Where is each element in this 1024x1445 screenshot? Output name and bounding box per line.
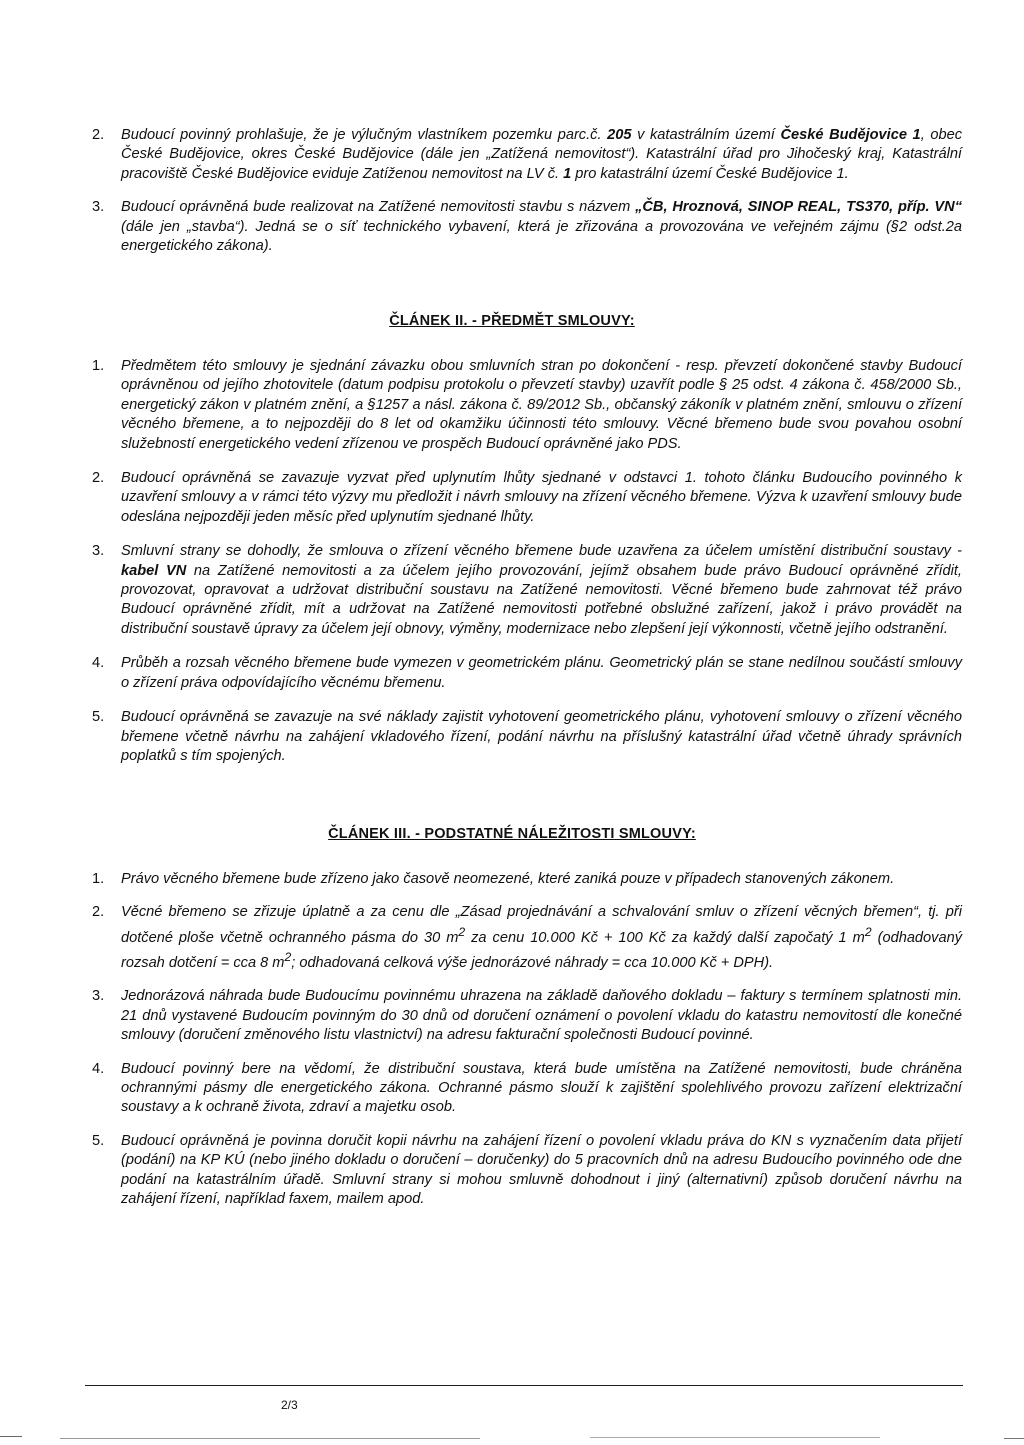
clause-3 — [92, 198, 962, 256]
footer-rule — [85, 1385, 963, 1386]
clause-number: 3. — [92, 988, 105, 1005]
clause-number: 2. — [92, 470, 105, 487]
clause-text: Budoucí oprávněná se zavazuje vyzvat před uplynutím lhůty sjednané v odstavci 1. tohoto článku Budoucího povinného k uzavření smlouvy a v rámci této výzvy mu předložit i návrh smlouvy na zřízení věcného břemene. Výzva k uzavření smlouvy bude odeslána nejpozději jeden měsíc před uplynutím sjednané lhůty. — [121, 470, 962, 525]
scan-artifact-line — [590, 1437, 880, 1438]
clause-text: Předmětem této smlouvy je sjednání závazku obou smluvních stran po dokončení - resp. převzetí dokončené stavby Budoucí oprávněnou od jejího zhotovitele (datum podpisu protokolu o převzetí stavby) uzavřít podle § 25 odst. 4 zákona č. 458/2000 Sb., energetický zákon v platném znění, a §1257 a násl. zákona č. 89/2012 Sb., občanský zákoník v platném znění, smlouvu o zřízení věcného břemene, a to nejpozději do 8 let od okamžiku účinnosti této smlouvy. Věcné břemeno bude svou povahou osobní služebností energetického vedení zřízenou ve prospěch Budoucí oprávněné jako PDS. — [121, 358, 962, 452]
scan-artifact-line — [0, 1436, 22, 1437]
article-2-clause-4 — [92, 654, 962, 693]
article-3-clauses — [92, 870, 962, 1209]
clause-number: 4. — [92, 655, 105, 672]
clause-text: Průběh a rozsah věcného břemene bude vymezen v geometrickém plánu. Geometrický plán se stane nedílnou součástí smlouvy o zřízení práva odpovídajícího věcnému břemenu. — [121, 655, 962, 691]
article-2-clause-1 — [92, 357, 962, 454]
article-2-clause-5 — [92, 708, 962, 766]
clause-text: Budoucí oprávněná bude realizovat na Zatížené nemovitosti stavbu s názvem „ČB, Hroznová, SINOP REAL, TS370, příp. VN“ (dále jen „stavba“). Jedná se o síť technického vybavení, která je zřizována a provozována ve veřejném zájmu (§2 odst.2a energetického zákona). — [121, 199, 962, 255]
clause-2 — [92, 126, 962, 184]
clause-text: Právo věcného břemene bude zřízeno jako časově neomezené, které zaniká pouze v případech stanovených zákonem. — [121, 871, 895, 887]
clause-text: Budoucí oprávněná je povinna doručit kopii návrhu na zahájení řízení o povolení vkladu práva do KN s vyznačením data přijetí (podání) na KP KÚ (nebo jiného dokladu o doručení – doručenky) do 5 pracovních dnů na adresu Budoucího povinného ode dne podání na katastrálním úřadě. Smluvní strany si mohou smluvně dohodnout i jiný (alternativní) způsob doručení návrhu na zahájení řízení, například faxem, mailem apod. — [121, 1132, 962, 1207]
clause-text: Věcné břemeno se zřizuje úplatně a za cenu dle „Zásad projednávání a schvalování smluv o zřízení věcných břemen“, tj. při dotčené ploše včetně ochranného pásma do 30 $m^2$ za cenu 10.000 Kč + 100 Kč za každý další započatý 1 $m^2$ (odhadovaný rozsah dotčení = cca 8 $m^2$; odhadovaná celková výše jednorázové náhrady = cca 10.000 Kč + DPH). — [121, 904, 962, 971]
clause-number: 3. — [92, 199, 105, 216]
article-3-clause-5 — [92, 1132, 962, 1210]
section-heading-article-2: ČLÁNEK II. - PŘEDMĚT SMLOUVY: — [389, 313, 635, 329]
clause-number: 5. — [92, 709, 105, 726]
article-2-clause-2 — [92, 469, 962, 527]
clause-number: 2. — [92, 127, 105, 143]
clause-number: 1. — [92, 871, 105, 887]
article-3-clause-3 — [92, 987, 962, 1045]
article-3-clause-1 — [92, 870, 962, 889]
clause-number: 5. — [92, 1132, 105, 1149]
section-heading-article-3: ČLÁNEK III. - PODSTATNÉ NÁLEŽITOSTI SMLOUVY: — [328, 826, 696, 842]
article-3-clause-2 — [92, 903, 962, 973]
article-2-clauses — [92, 357, 962, 766]
page-number: 2/3 — [281, 1398, 298, 1412]
article-3-clause-4 — [92, 1060, 962, 1118]
clause-number: 2. — [92, 904, 105, 921]
clause-text: Budoucí povinný bere na vědomí, že distribuční soustava, která bude umístěna na Zatížené nemovitosti, bude chráněna ochrannými pásmy dle energetického zákona. Ochranné pásmo slouží k zajištění spolehlivého provozu zařízení elektrizační soustavy a k ochraně života, zdraví a majetku osob. — [121, 1060, 962, 1116]
clause-number: 4. — [92, 1060, 105, 1077]
clause-text: Smluvní strany se dohodly, že smlouva o zřízení věcného břemene bude uzavřena za účelem umístění distribuční soustavy - kabel VN na Zatížené nemovitosti a za účelem jejího provozování, jejímž obsahem bude právo Budoucí oprávněné zřídit, provozovat, opravovat a udržovat distribuční soustavu na Zatížené nemovitosti. Věcné břemeno bude zahrnovat též právo Budoucí oprávněné zřídit, mít a udržovat na Zatížené nemovitosti potřebné obslužné zařízení, jakož i právo provádět na distribuční soustavě úpravy za účelem její obnovy, výměny, modernizace nebo zlepšení její výkonnosti, včetně jejího odstranění. — [121, 543, 962, 637]
scan-artifact-line — [60, 1438, 480, 1439]
clause-text: Jednorázová náhrada bude Budoucímu povinnému uhrazena na základě daňového dokladu – faktury s termínem splatnosti min. 21 dnů vystavené Budoucím povinným do 30 dnů od doručení oznámení o povolení vkladu do katastru nemovitostí dle konečné smlouvy (doručení změnového listu vlastnictví) na adresu fakturační společnosti Budoucí povinné. — [121, 988, 962, 1044]
scan-artifact-line — [1004, 1438, 1024, 1439]
article-2-clause-3 — [92, 542, 962, 639]
clause-text: Budoucí oprávněná se zavazuje na své náklady zajistit vyhotovení geometrického plánu, vyhotovení smlouvy o zřízení věcného břemene včetně návrhu na zahájení vkladového řízení, podání návrhu na příslušný katastrální úřad včetně úhrady správních poplatků s tím spojených. — [121, 709, 962, 764]
clause-text: Budoucí povinný prohlašuje, že je výlučným vlastníkem pozemku parc.č. 205 v katastrálním území České Budějovice 1, obec České Budějovice, okres České Budějovice (dále jen „Zatížená nemovitost“). Katastrální úřad pro Jihočeský kraj, Katastrální pracoviště České Budějovice eviduje Zatíženou nemovitost na LV č. 1 pro katastrální území České Budějovice 1. — [121, 127, 963, 182]
intro-clauses — [92, 126, 962, 256]
clause-number: 3. — [92, 543, 105, 560]
clause-number: 1. — [92, 358, 105, 374]
